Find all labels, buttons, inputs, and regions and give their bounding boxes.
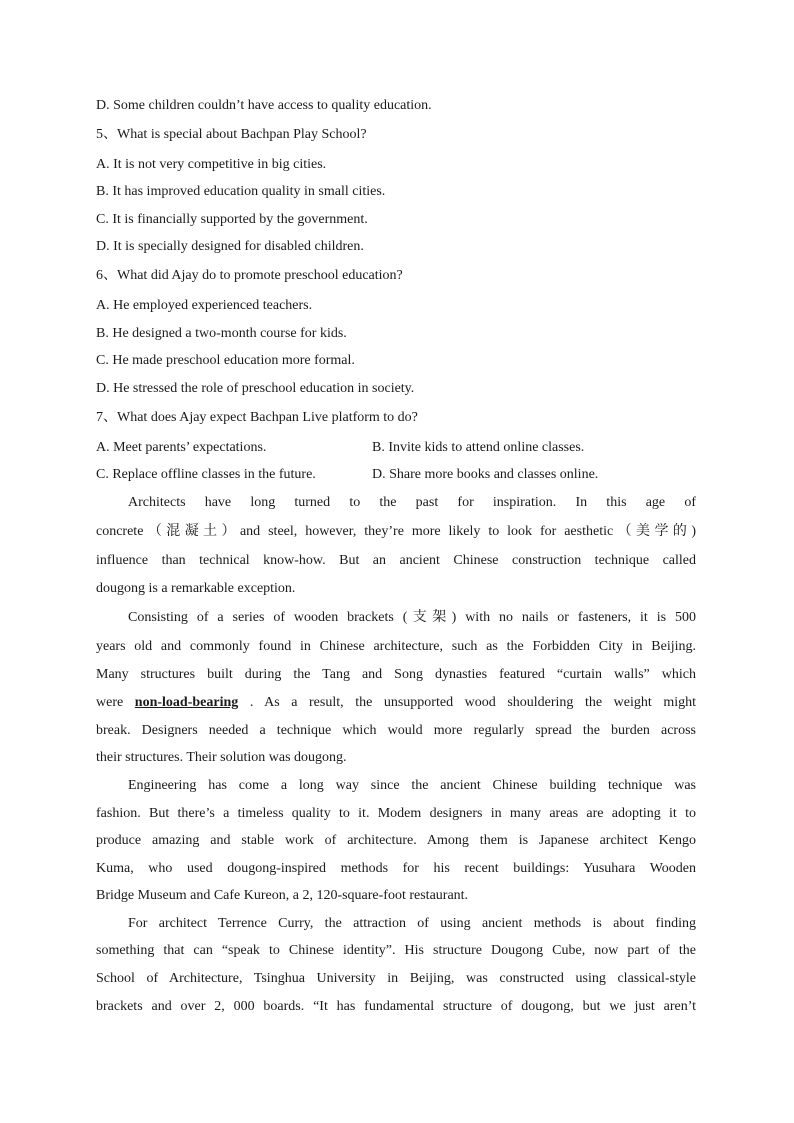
paragraph-line: Architects have long turned to the past for inspiration. In this age of: [128, 495, 696, 510]
q5-stem: 5、What is special about Bachpan Play School?: [96, 127, 367, 142]
q7-option-a: A. Meet parents’ expectations.: [96, 440, 267, 455]
q5-option-d: D. It is specially designed for disabled children.: [96, 239, 364, 254]
paragraph-line: something that can “speak to Chinese identity”. His structure Dougong Cube, now part of the: [96, 943, 696, 958]
paragraph-line: Many structures built during the Tang and Song dynasties featured “curtain walls” which: [96, 667, 696, 682]
q7-option-c: C. Replace offline classes in the future.: [96, 467, 316, 482]
paragraph-line: fashion. But there’s a timeless quality to it. Modem designers in many areas are adopting it to: [96, 806, 696, 821]
line-prefix: were: [96, 695, 135, 710]
q6-option-c: C. He made preschool education more formal.: [96, 353, 355, 368]
q7-stem: 7、What does Ajay expect Bachpan Live platform to do?: [96, 410, 418, 425]
q7-option-b: B. Invite kids to attend online classes.: [372, 440, 585, 455]
underlined-keyword: non-load-bearing: [134, 695, 239, 710]
paragraph-line: break. Designers needed a technique which would more regularly spread the burden across: [96, 723, 696, 738]
q5-option-a: A. It is not very competitive in big cities.: [96, 157, 327, 172]
paragraph-line-keyword: [96, 694, 696, 712]
paragraph-line: Engineering has come a long way since the ancient Chinese building technique was: [128, 778, 696, 793]
paragraph-line: Bridge Museum and Cafe Kureon, a 2, 120-square-foot restaurant.: [96, 888, 469, 903]
q6-stem: 6、What did Ajay do to promote preschool education?: [96, 268, 403, 283]
q7-option-d: D. Share more books and classes online.: [372, 467, 599, 482]
paragraph-line: For architect Terrence Curry, the attraction of using ancient methods is about finding: [128, 916, 696, 931]
paragraph-line: years old and commonly found in Chinese architecture, such as the Forbidden City in Beijing.: [96, 639, 696, 654]
paragraph-line: dougong is a remarkable exception.: [96, 581, 296, 596]
q6-option-d: D. He stressed the role of preschool education in society.: [96, 381, 415, 396]
paragraph-line: concrete（混凝土）and steel, however, they’re more likely to look for aesthetic（美学的): [96, 524, 696, 539]
q6-option-b: B. He designed a two-month course for kids.: [96, 326, 347, 341]
line-suffix: . As a result, the unsupported wood shouldering the weight might: [238, 695, 697, 710]
paragraph-line: produce amazing and stable work of architecture. Among them is Japanese architect Kengo: [96, 833, 696, 848]
paragraph-line: School of Architecture, Tsinghua University in Beijing, was constructed using classical-style: [96, 971, 696, 986]
paragraph-line: Consisting of a series of wooden brackets (支架) with no nails or fasteners, it is 500: [128, 610, 696, 625]
paragraph-line: Kuma, who used dougong-inspired methods for his recent buildings: Yusuhara Wooden: [96, 861, 696, 876]
q4-option-d: D. Some children couldn’t have access to quality education.: [96, 98, 432, 113]
paragraph-line: brackets and over 2, 000 boards. “It has fundamental structure of dougong, but we just aren’t: [96, 999, 696, 1014]
q5-option-b: B. It has improved education quality in small cities.: [96, 184, 386, 199]
paragraph-line: their structures. Their solution was dougong.: [96, 750, 347, 765]
q5-option-c: C. It is financially supported by the government.: [96, 212, 368, 227]
paragraph-line: influence than technical know-how. But an ancient Chinese construction technique called: [96, 553, 696, 568]
q6-option-a: A. He employed experienced teachers.: [96, 298, 313, 313]
